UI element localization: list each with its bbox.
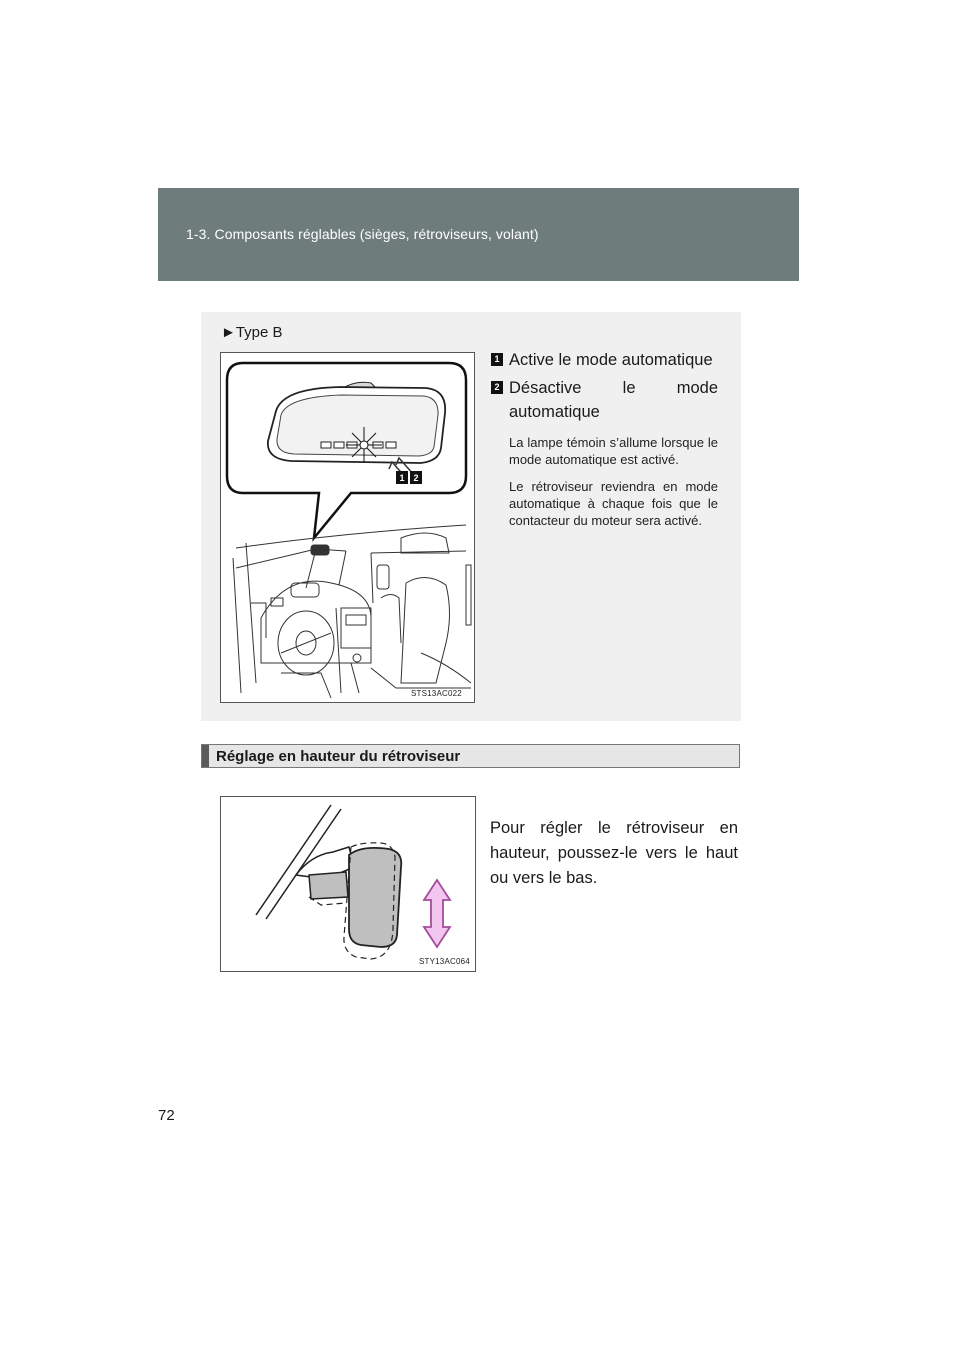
section-header-title: 1-3. Composants réglables (sièges, rétroviseurs, volant) [186,226,539,242]
step-item [491,348,718,372]
step-text: Désactive le mode automatique [509,379,718,421]
auto-mode-note: Le rétroviseur reviendra en mode automatique à chaque fois que le contacteur du moteur sera activé. [509,479,718,528]
callout-1-label: 1 [399,473,405,483]
section-heading [201,744,740,768]
heading-accent-bar [202,745,209,767]
mirror-height-illustration [221,797,475,971]
figure-code: STS13AC022 [411,689,462,698]
auto-mirror-illustration [221,353,474,702]
figure-code: STY13AC064 [419,957,470,966]
type-b-panel [201,312,741,721]
height-instructions: Pour régler le rétroviseur en hauteur, poussez-le vers le haut ou vers le bas. [490,819,738,887]
step-number-badge: 1 [491,353,503,366]
indicator-note: La lampe témoin s’allume lorsque le mode automatique est activé. [509,435,718,467]
up-down-arrow-icon [424,880,450,947]
type-b-label: ►Type B [221,324,283,341]
steps-list [491,348,718,529]
step-item [491,376,718,424]
callout-2-label: 2 [413,473,419,483]
page-number: 72 [158,1107,175,1124]
auto-mirror-figure [220,352,475,703]
mirror-height-figure [220,796,476,972]
section-heading-text: Réglage en hauteur du rétroviseur [216,748,461,765]
section-header-band [158,188,799,281]
step-number-badge: 2 [491,381,503,394]
step-text: Active le mode automatique [509,351,713,369]
